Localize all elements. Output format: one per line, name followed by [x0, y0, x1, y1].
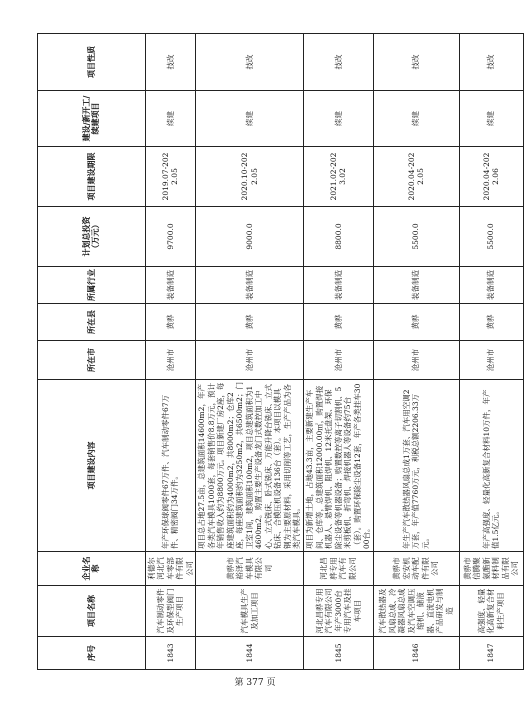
cell-nature: 技改 [459, 34, 523, 91]
cell-period: 2020.04-2022.06 [459, 147, 523, 207]
cell-industry: 装备制造 [459, 267, 523, 304]
cell-county: 黄骅 [145, 304, 196, 341]
cell-no: 1845 [304, 637, 374, 670]
cell-industry: 装备制造 [304, 267, 374, 304]
cell-project-name: 汽车制动零件及环保型阀门生产项目 [145, 586, 196, 637]
page-number: 第 377 页 [234, 678, 276, 688]
cell-no: 1846 [373, 637, 459, 670]
table-row [145, 34, 196, 670]
cell-period: 2021.02-2023.02 [304, 147, 374, 207]
table-row [196, 34, 304, 670]
cell-content: 项目为新增土地，占地43.3亩，主要新建生产车间、仓库等，总建筑面积12000.00㎡，购置焊接机器人、悬臂焊机、阻焊机、12米托盘架、环保除尘设备等机器设备；购置数控等离子切割机、5米剪板机、折弯机、焊接机器人等设备约75台（套）。购置环保除尘设备12套，年产各类挂车3000台。 [304, 380, 374, 552]
cell-content: 年产高强度、轻量化高新复合材料10万件，年产值1.5亿元。 [459, 380, 523, 552]
cell-county: 黄骅 [459, 304, 523, 341]
cell-city: 沧州市 [196, 341, 304, 380]
cell-status: 续建 [459, 91, 523, 147]
cell-status: 续建 [145, 91, 196, 147]
cell-no: 1844 [196, 637, 304, 670]
header-nature: 项目性质 [38, 34, 146, 91]
cell-industry: 装备制造 [373, 267, 459, 304]
cell-county: 黄骅 [304, 304, 374, 341]
cell-company: 河北昌骅专用汽车有限公司 [304, 552, 374, 586]
header-company: 企业名称 [38, 552, 146, 586]
cell-status: 续建 [196, 91, 304, 147]
cell-company: 黄骅市信腾聚氨酯新材料制品有限公司 [459, 552, 523, 586]
header-no: 序号 [38, 637, 146, 670]
header-period: 项目建设期限 [38, 147, 146, 207]
header-content: 项目建设内容 [38, 380, 146, 552]
cell-company: 利德尔河北汽车零部件有限公司 [145, 552, 196, 586]
cell-project-name: 汽车模具生产及加工项目 [196, 586, 304, 637]
header-status: 建设/新开工/续建项目 [38, 91, 146, 147]
cell-investment: 5500.0 [459, 207, 523, 267]
cell-no: 1847 [459, 637, 523, 670]
cell-content: 年生产汽车散热器风扇总成1万套、汽车用空调2万套，年产值7760万元，利税总额2206.33万元。 [373, 380, 459, 552]
cell-nature: 技改 [196, 34, 304, 91]
cell-nature: 技改 [304, 34, 374, 91]
header-project-name: 项目名称 [38, 586, 146, 637]
header-county: 所在县 [38, 304, 146, 341]
cell-period: 2020.10-2022.05 [196, 147, 304, 207]
cell-content: 项目总占地27.5亩，总建筑面积14600m2，年产各类汽车模具1000套，每套销售价8.8万元，预计年销售收入约为8800万元。项目新建厂房2座，每座建筑面积约为4000m2，共8000m2；仓库2座，每座建筑面积约为3250m2，共6500m2；门卫室1间，建筑面积100m2，项目总建筑面积为14600m2。购置主要生产设备龙门式数控加工中心、立式铣床、卧式铣床、万能升降台铣床、立式钻床、合模压机设备136台（套）。本项目以模具钢为主要原材料，采用切削等工艺，生产产品为各类汽车模具。 [196, 380, 304, 552]
cell-project-name: 汽车散热器及风扇总成、冷凝器风扇总成及汽车空调压缩机、储液器、直流电机产品研发与制造 [373, 586, 459, 637]
cell-investment: 9000.0 [196, 207, 304, 267]
rotated-table-wrapper [37, 34, 519, 670]
cell-content: 年产环保球阀零件67万件、汽车制动零件67万件、精密阀门34万件。 [145, 380, 196, 552]
cell-no: 1843 [145, 637, 196, 670]
cell-industry: 装备制造 [145, 267, 196, 304]
header-industry: 所属行业 [38, 267, 146, 304]
cell-period: 2019.07-2022.05 [145, 147, 196, 207]
project-table [37, 33, 524, 670]
cell-company: 黄骅市宏安机动车配件有限公司 [373, 552, 459, 586]
cell-investment: 9700.0 [145, 207, 196, 267]
cell-investment: 5500.0 [373, 207, 459, 267]
cell-project-name: 河北昌骅专用汽车有限公司年产3000台专用汽车及挂车项目 [304, 586, 374, 637]
cell-county: 黄骅 [373, 304, 459, 341]
cell-project-name: 高强度、轻量化高新复合材料生产项目 [459, 586, 523, 637]
table-row [459, 34, 523, 670]
cell-city: 沧州市 [145, 341, 196, 380]
table-row [304, 34, 374, 670]
cell-county: 黄骅 [196, 304, 304, 341]
header-investment: 计划总投资（万元） [38, 207, 146, 267]
cell-status: 续建 [373, 91, 459, 147]
cell-industry: 装备制造 [196, 267, 304, 304]
cell-investment: 8800.0 [304, 207, 374, 267]
cell-nature: 技改 [145, 34, 196, 91]
cell-status: 续建 [304, 91, 374, 147]
cell-city: 沧州市 [459, 341, 523, 380]
cell-period: 2020.04-2022.05 [373, 147, 459, 207]
table-header-row [38, 34, 146, 670]
cell-city: 沧州市 [373, 341, 459, 380]
header-city: 所在市 [38, 341, 146, 380]
cell-nature: 技改 [373, 34, 459, 91]
cell-city: 沧州市 [304, 341, 374, 380]
cell-company: 黄骅市裕泽汽车模具有限公司 [196, 552, 304, 586]
table-row [373, 34, 459, 670]
